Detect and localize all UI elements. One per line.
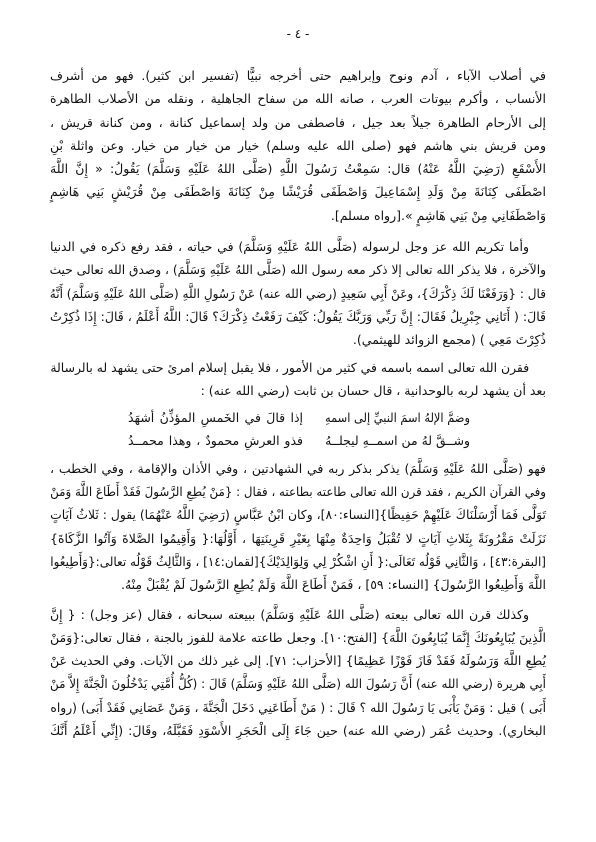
body-text <box>50 64 546 742</box>
text-line: وكذلك قرن الله تعالى بيعته (صَلَّى اللهُ عَلَيْهِ وَسَلَّمَ) ببيعته سبحانه ، فقال (عز وجل) : { إِنَّ <box>50 606 529 622</box>
paragraph-5 <box>50 603 546 743</box>
text-line: وَاصْطَفَانِي مِنْ بَنِي هَاشِمٍ ».[رواه مسلم]. <box>330 207 546 223</box>
text-line: البخاري). وحديث عُمَر (رضي الله عنه) حين جَاءَ إِلَى الْحَجَرِ الأَسْوَدِ فَقَبَّلَهُ، وقَالَ: (إِنِّي أَعْلَمُ أَنَّكَ <box>50 723 546 739</box>
hemistich-right: وشــقَّ لهُ من اسمــهِ ليجلــهُ <box>325 433 470 449</box>
paragraph-4 <box>50 457 546 597</box>
paragraph-2 <box>50 235 546 351</box>
paragraph-1 <box>50 64 546 227</box>
text-line: [البقرة:٤٣] ، وَالثَّانِي قَوْلُه تَعَالَى:{ أَنِ اشْكُرْ لِي وَلِوَالِدَيْكَ}[لقمان:١٤] ، وَالثَّالِثُ قَوْلُه تعالى:{وَأَطِيعُوا <box>50 553 546 569</box>
text-line: الَّذِينَ يُبَايِعُونَكَ إِنَّمَا يُبَايِعُونَ اللَّهَ} [الفتح:١٠]. وجعل طاعته علامة للفوز بالجنة ، فقال تعالى:{وَمَنْ <box>50 629 547 645</box>
text-line: فهو (صَلَّى اللهُ عَلَيْهِ وَسَلَّمَ) يذكر بذكر ربه في الشهادتين ، وفي الأذان والإقامة ، وفي الخطب ، <box>50 460 546 476</box>
poem-verse <box>50 406 546 429</box>
hemistich-left: إذا قالَ في الخَمسِ المؤذِّنُ أشهَدُ <box>128 410 303 426</box>
paragraph-3 <box>50 356 546 403</box>
text-line: يُطِعِ اللَّهَ وَرَسُولَهُ فَقَدْ فَازَ فَوْزًا عَظِيمًا} [الأحزاب: ٧١]. إلى غير ذلك من الآيات. وفي الحديث عَنْ <box>50 653 546 669</box>
text-line: قَالَ: ( أَتَانِي جِبْرِيلُ فَقَالَ: إِنَّ رَبِّي وَرَبَّكَ يَقُولُ: كَيْفَ رَفَعْتُ ذِكْرَكَ؟ قَالَ: اللَّهُ أَعْلَمُ ، قَالَ: إِذَا ذُكِرْتُ <box>50 308 546 324</box>
page-number: - ٤ - <box>286 27 310 41</box>
text-line: وفي القرآن الكريم ، فقد قرن الله تعالى طاعته بطاعته ، فقال : {مَنْ يُطِعِ الرَّسُولَ فَقَدْ أَطَاعَ اللَّهَ وَمَنْ <box>50 484 546 500</box>
text-line: الأَسْقَعِ (رَضِيَ اللَّهُ عَنْهُ) قال: سَمِعْتُ رَسُولَ اللَّهِ (صَلَّى اللهُ عَلَيْهِ وَسَلَّمَ) يَقُولُ: « إِنَّ اللَّهَ <box>50 161 546 177</box>
text-line: أَبَى ) قيل : وَمَنْ يَأْبَى يَا رَسُولَ الله ؟ قَالَ : ( مَنْ أَطَاعَنِي دَخَلَ الْجَنَّةَ ، وَمَنْ عَصَانِي فَقَدْ أَبَى) (رواه <box>50 699 547 715</box>
text-line: أَبِي هريرة (رضي الله عنه) أَنَّ رَسُولَ الله (صَلَّى اللهُ عَلَيْهِ وَسَلَّمَ) قَالَ : (كُلُّ أُمَّتِي يَدْخُلُونَ الْجَنَّةَ إِلاَّ مَنْ <box>50 676 546 692</box>
text-line: والآخرة ، فلا يذكر الله تعالى إلا ذكر معه رسول الله (صَلَّى اللهُ عَلَيْهِ وَسَلَّمَ) ، وصدق الله تعالى حيث <box>49 262 547 278</box>
poem-verse <box>50 429 546 452</box>
text-line: تَوَلَّى فَمَا أَرْسَلْنَاكَ عَلَيْهِمْ حَفِيظًا}[النساء:٨٠]، وكان ابْنُ عَبَّاسٍ (رَضِيَ اللَّهُ عَنْهُمَا) يقول : ثَلاثُ آيَاتٍ <box>50 507 546 523</box>
hemistich-right: وضمَّ الإلهُ اسمَ النبيِّ إلى اسمهِ <box>324 410 470 426</box>
hemistich-left: فذو العرشِ محمودٌ ، وهذا محمــدُ <box>128 433 303 449</box>
text-line: في أصلاب الآباء ، آدم ونوح وإبراهيم حتى أخرجه نبيًّا (تفسير ابن كثير). فهو من أشرف <box>50 68 546 83</box>
text-line: ذُكِرْتَ مَعِي ) (مجمع الزوائد للهيثمي). <box>352 332 546 348</box>
text-line: بعد أن يشهد لربه بالوحدانية ، قال حسان بن ثابت (رضي الله عنه) : <box>200 382 546 398</box>
text-line: إلى الأرحام الطاهرة جيلاً بعد جيل ، فاصطفى من ولد إسماعيل كنانة ، ومن كنانة قريش ، <box>50 114 546 130</box>
text-line: نَزَلَتْ مَقْرُونَةً بِثَلاثِ آيَاتٍ لا تُقْبَلُ وَاحِدَةٌ مِنْهَا بِغَيْرِ قَرِينَتِهَا ، أَوَّلُهَا:{ وَأَقِيمُوا الصَّلاةَ وَآتُوا الزَّكَاةَ} <box>50 530 546 546</box>
poem <box>50 406 546 453</box>
text-line: فقرن الله تعالى اسمه باسمه في كثير من الأمور ، فلا يقبل إسلام امرئ حتى يشهد له بالرسالة <box>50 359 530 375</box>
text-line: الأنساب ، وأكرم بيوتات العرب ، صانه الله من سفاح الجاهلية ، ونقله من الأصلاب الطاهرة <box>50 91 546 107</box>
text-line: ومن قريش بني هاشم فهو (صلى الله عليه وسلم) خيار من خيار من خيار. وعن واثلة بْنِ <box>50 137 546 153</box>
text-line: قال : {وَرَفَعْنَا لَكَ ذِكْرَكَ}، وعَنْ أَبِي سَعِيدٍ (رضي الله عنه) عَنْ رَسُولِ اللَّهِ (صَلَّى اللهُ عَلَيْهِ وَسَلَّمَ) أَنَّهُ <box>49 285 546 301</box>
text-line: اللَّهَ وَأَطِيعُوا الرَّسُولَ} [النساء: ٥٩] ، فَمَنْ أَطَاعَ اللَّهَ وَلَمْ يُطِعِ الرَّسُولَ لَمْ يُقْبَلْ مِنْهُ. <box>120 577 546 593</box>
text-line: وأما تكريم الله عز وجل لرسوله (صَلَّى اللهُ عَلَيْهِ وَسَلَّمَ) في حياته ، فقد رفع ذكره في الدنيا <box>50 239 529 255</box>
text-line: اصْطَفَى كِنَانَةَ مِنْ وَلَدِ إِسْمَاعِيلَ وَاصْطَفَى قُرَيْشًا مِنْ كِنَانَةَ وَاصْطَفَى مِنْ قُرَيْشٍ بَنِي هَاشِمٍ <box>50 184 546 200</box>
